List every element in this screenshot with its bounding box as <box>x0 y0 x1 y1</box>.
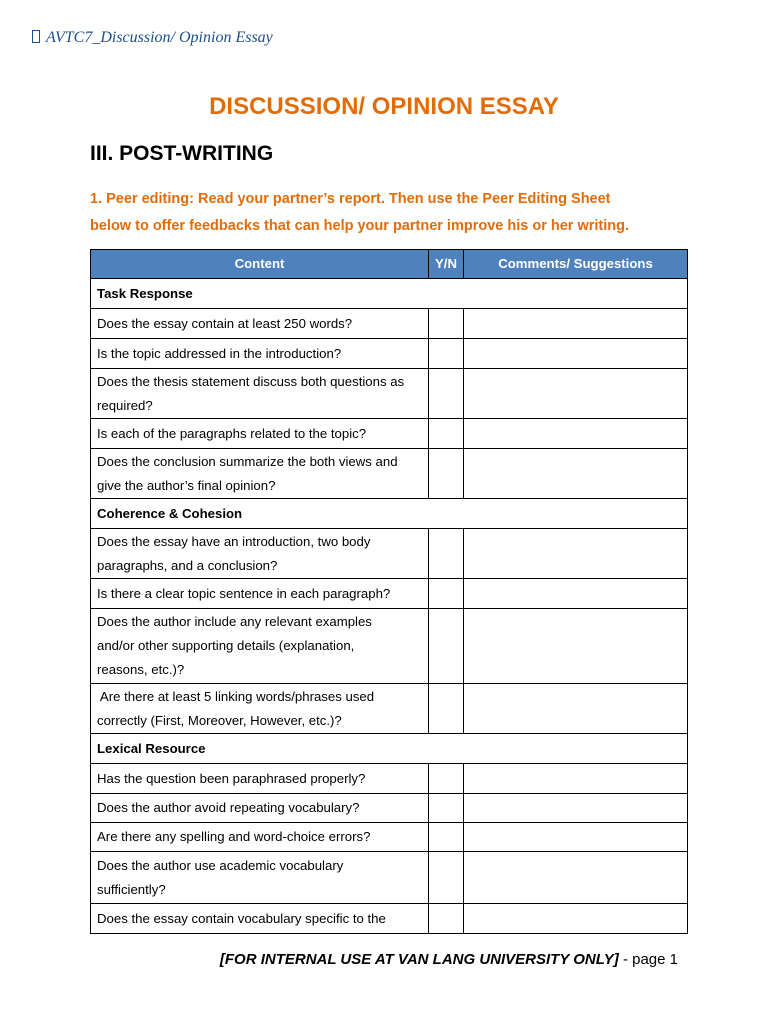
comment-cell[interactable] <box>464 449 688 499</box>
question-line: Does the conclusion summarize the both views and <box>97 453 398 469</box>
header-comments: Comments/ Suggestions <box>464 250 688 279</box>
section-row <box>91 279 688 309</box>
yn-cell[interactable] <box>429 852 464 904</box>
comment-cell[interactable] <box>464 904 688 934</box>
question-line: Does the essay have an introduction, two body <box>97 533 371 549</box>
section-row <box>91 734 688 764</box>
question-cell <box>91 579 429 609</box>
page-number: - page 1 <box>618 951 678 968</box>
comment-cell[interactable] <box>464 309 688 339</box>
question-line: Is each of the paragraphs related to the topic? <box>97 425 367 441</box>
comment-cell[interactable] <box>464 609 688 684</box>
question-line: paragraphs, and a conclusion? <box>97 557 278 573</box>
question-line: Does the essay contain at least 250 words? <box>97 315 353 331</box>
question-line: correctly (First, Moreover, However, etc.)? <box>97 712 342 728</box>
section-title: Coherence & Cohesion <box>91 499 688 529</box>
comment-cell[interactable] <box>464 764 688 794</box>
question-line: required? <box>97 397 153 413</box>
peer-editing-table <box>90 249 688 934</box>
page-footer <box>220 951 678 968</box>
instruction-text <box>90 186 690 239</box>
table-row <box>91 852 688 904</box>
question-cell <box>91 309 429 339</box>
question-line: Does the author include any relevant examples <box>97 614 372 629</box>
table-row <box>91 794 688 823</box>
question-cell <box>91 419 429 449</box>
question-cell <box>91 904 429 934</box>
comment-cell[interactable] <box>464 579 688 609</box>
box-glyph-icon <box>32 30 40 43</box>
yn-cell[interactable] <box>429 339 464 369</box>
question-cell <box>91 449 429 499</box>
comment-cell[interactable] <box>464 419 688 449</box>
table-row <box>91 369 688 419</box>
question-cell <box>91 852 429 904</box>
comment-cell[interactable] <box>464 823 688 852</box>
yn-cell[interactable] <box>429 904 464 934</box>
question-line: reasons, etc.)? <box>97 662 185 677</box>
header-text: AVTC7_Discussion/ Opinion Essay <box>46 29 273 46</box>
comment-cell[interactable] <box>464 794 688 823</box>
yn-cell[interactable] <box>429 609 464 684</box>
comment-cell[interactable] <box>464 852 688 904</box>
question-line: Are there any spelling and word-choice errors? <box>97 829 371 844</box>
table-row <box>91 764 688 794</box>
question-cell <box>91 339 429 369</box>
question-cell <box>91 609 429 684</box>
header-content: Content <box>91 250 429 279</box>
question-cell <box>91 369 429 419</box>
yn-cell[interactable] <box>429 684 464 734</box>
table-row <box>91 609 688 684</box>
comment-cell[interactable] <box>464 684 688 734</box>
comment-cell[interactable] <box>464 369 688 419</box>
question-line: and/or other supporting details (explanation, <box>97 638 355 653</box>
table-row <box>91 309 688 339</box>
table-row <box>91 339 688 369</box>
table-row <box>91 684 688 734</box>
question-cell <box>91 823 429 852</box>
question-line: Does the essay contain vocabulary specific to the <box>97 910 386 926</box>
question-line: Has the question been paraphrased properly? <box>97 770 366 786</box>
table-row <box>91 904 688 934</box>
internal-use-note: [FOR INTERNAL USE AT VAN LANG UNIVERSITY ONLY] <box>219 951 619 968</box>
yn-cell[interactable] <box>429 823 464 852</box>
table-row <box>91 823 688 852</box>
yn-cell[interactable] <box>429 419 464 449</box>
table-row <box>91 579 688 609</box>
table-row <box>91 529 688 579</box>
yn-cell[interactable] <box>429 579 464 609</box>
question-line: Does the author use academic vocabulary <box>97 857 344 873</box>
document-header <box>32 29 273 47</box>
section-title: Task Response <box>91 279 688 309</box>
section-heading: III. POST-WRITING <box>90 142 274 165</box>
question-line: Does the author avoid repeating vocabulary? <box>97 800 360 815</box>
yn-cell[interactable] <box>429 794 464 823</box>
section-title: Lexical Resource <box>91 734 688 764</box>
yn-cell[interactable] <box>429 309 464 339</box>
table-row <box>91 419 688 449</box>
section-row <box>91 499 688 529</box>
question-line: Is there a clear topic sentence in each paragraph? <box>97 585 391 601</box>
question-cell <box>91 764 429 794</box>
table-row <box>91 449 688 499</box>
question-line: sufficiently? <box>97 881 166 897</box>
instruction-line-1: 1. Peer editing: Read your partner’s report. Then use the Peer Editing Sheet <box>90 191 611 207</box>
question-cell <box>91 794 429 823</box>
yn-cell[interactable] <box>429 449 464 499</box>
comment-cell[interactable] <box>464 339 688 369</box>
yn-cell[interactable] <box>429 369 464 419</box>
document-title: DISCUSSION/ OPINION ESSAY <box>209 93 559 120</box>
question-line: Does the thesis statement discuss both questions as <box>97 373 405 389</box>
comment-cell[interactable] <box>464 529 688 579</box>
question-line: give the author’s final opinion? <box>97 477 276 493</box>
header-yn: Y/N <box>429 250 464 279</box>
question-cell <box>91 529 429 579</box>
question-line: Are there at least 5 linking words/phrases used <box>97 688 375 704</box>
question-line: Is the topic addressed in the introduction? <box>97 345 342 361</box>
table-header-row <box>91 250 688 279</box>
instruction-line-2: below to offer feedbacks that can help your partner improve his or her writing. <box>90 217 630 234</box>
yn-cell[interactable] <box>429 764 464 794</box>
question-cell <box>91 684 429 734</box>
yn-cell[interactable] <box>429 529 464 579</box>
